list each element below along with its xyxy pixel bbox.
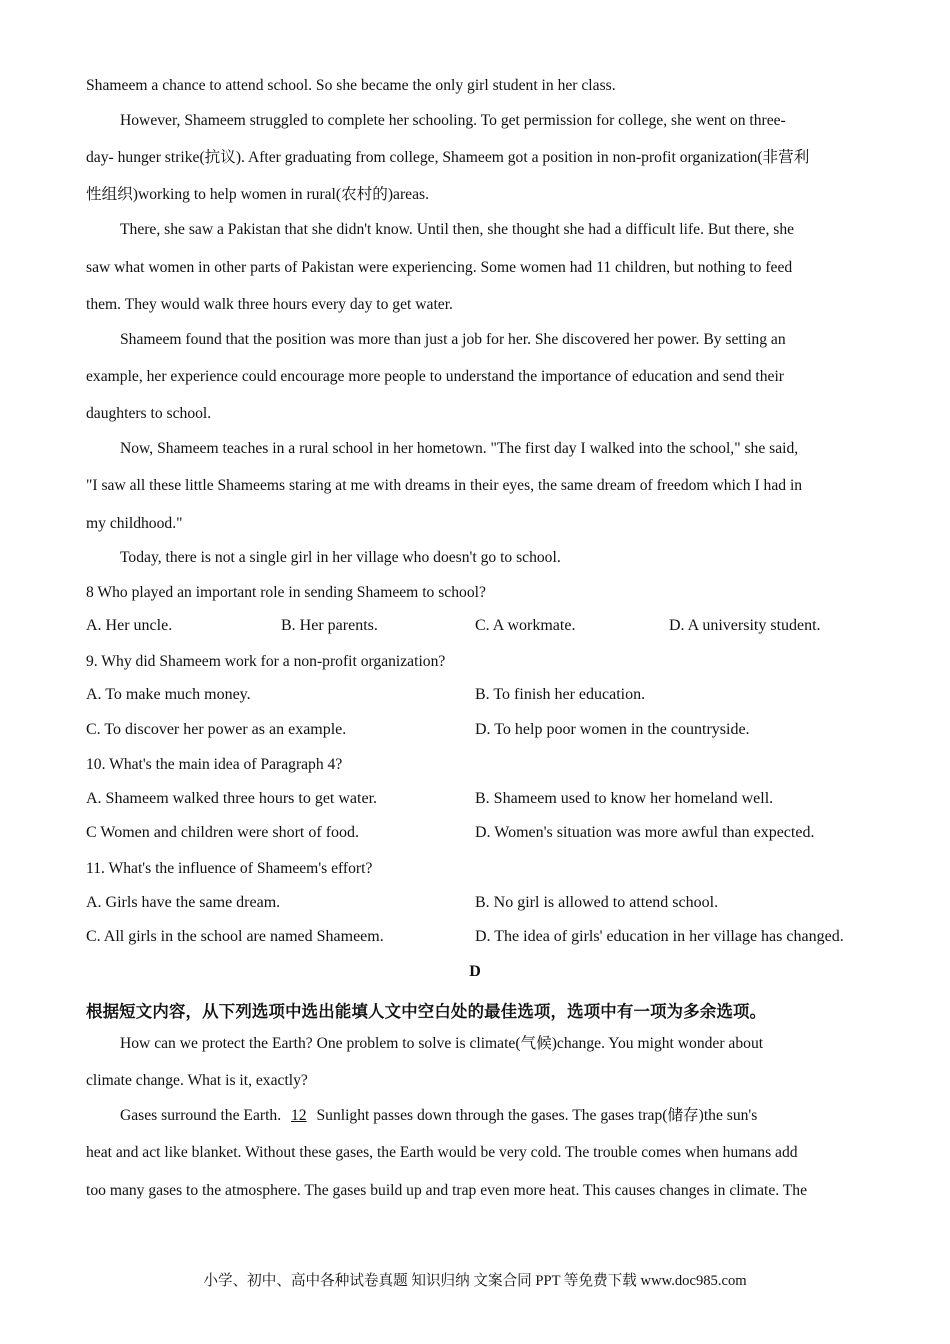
passage-text: Sunlight passes down through the gases. The gases trap(储存)the sun's xyxy=(312,1107,758,1124)
passage-line: 性组织)working to help women in rural(农村的)areas. xyxy=(86,186,429,203)
passage-line: There, she saw a Pakistan that she didn't know. Until then, she thought she had a difficult life. But there, she xyxy=(120,221,795,238)
question-stem: 9. Why did Shameem work for a non-profit organization? xyxy=(86,653,446,670)
passage-line: my childhood." xyxy=(86,515,183,532)
passage-line: However, Shameem struggled to complete her schooling. To get permission for college, she went on three- xyxy=(120,112,786,129)
page-footer: 小学、初中、高中各种试卷真题 知识归纳 文案合同 PPT 等免费下载 www.doc985.com xyxy=(203,1273,747,1289)
answer-option: C Women and children were short of food. xyxy=(86,824,360,841)
section-heading: D xyxy=(469,963,481,980)
answer-option: A. Shameem walked three hours to get water. xyxy=(86,790,378,807)
passage-line: Today, there is not a single girl in her village who doesn't go to school. xyxy=(120,549,561,566)
passage-line: Shameem found that the position was more than just a job for her. She discovered her power. By setting an xyxy=(120,331,786,348)
passage-line: "I saw all these little Shameems staring at me with dreams in their eyes, the same dream of freedom which I had in xyxy=(86,477,803,494)
passage-line: Shameem a chance to attend school. So she became the only girl student in her class. xyxy=(86,77,616,94)
answer-option: B. Shameem used to know her homeland well. xyxy=(475,790,774,807)
answer-option: B. Her parents. xyxy=(281,617,378,634)
answer-option: D. The idea of girls' education in her village has changed. xyxy=(475,928,844,945)
passage-line: Now, Shameem teaches in a rural school in her hometown. "The first day I walked into the school," she said, xyxy=(120,440,799,457)
passage-line: climate change. What is it, exactly? xyxy=(86,1072,308,1089)
answer-option: D. A university student. xyxy=(669,617,821,634)
passage-line: heat and act like blanket. Without these gases, the Earth would be very cold. The trouble comes when humans add xyxy=(86,1144,798,1161)
answer-option: B. No girl is allowed to attend school. xyxy=(475,894,719,911)
passage-line: day- hunger strike(抗议). After graduating from college, Shameem got a position in non-profit organization(非营利 xyxy=(86,149,810,166)
passage-line: How can we protect the Earth? One problem to solve is climate(气候)change. You might wonder about xyxy=(120,1035,764,1052)
answer-option: C. To discover her power as an example. xyxy=(86,721,347,738)
fill-in-blank: 12 xyxy=(291,1107,307,1124)
answer-option: D. To help poor women in the countryside. xyxy=(475,721,750,738)
passage-text: Gases surround the Earth. xyxy=(120,1107,285,1124)
passage-line: them. They would walk three hours every day to get water. xyxy=(86,296,453,313)
passage-line: saw what women in other parts of Pakistan were experiencing. Some women had 11 children, but nothing to feed xyxy=(86,259,793,276)
answer-option: B. To finish her education. xyxy=(475,686,646,703)
passage-line: too many gases to the atmosphere. The gases build up and trap even more heat. This causes changes in climate. The xyxy=(86,1182,808,1199)
answer-option: A. To make much money. xyxy=(86,686,251,703)
answer-option: A. Her uncle. xyxy=(86,617,173,634)
question-stem: 11. What's the influence of Shameem's effort? xyxy=(86,860,373,877)
passage-line: daughters to school. xyxy=(86,405,212,422)
answer-option: A. Girls have the same dream. xyxy=(86,894,281,911)
question-stem: 10. What's the main idea of Paragraph 4? xyxy=(86,756,343,773)
answer-option: D. Women's situation was more awful than expected. xyxy=(475,824,815,841)
passage-line xyxy=(120,1106,864,1126)
answer-option: C. A workmate. xyxy=(475,617,576,634)
question-stem: 8 Who played an important role in sending Shameem to school? xyxy=(86,584,486,601)
section-instruction: 根据短文内容，从下列选项中选出能填人文中空白处的最佳选项，选项中有一项为多余选项。 xyxy=(86,1002,767,1021)
answer-option: C. All girls in the school are named Shameem. xyxy=(86,928,384,945)
passage-line: example, her experience could encourage more people to understand the importance of education and send their xyxy=(86,368,784,385)
